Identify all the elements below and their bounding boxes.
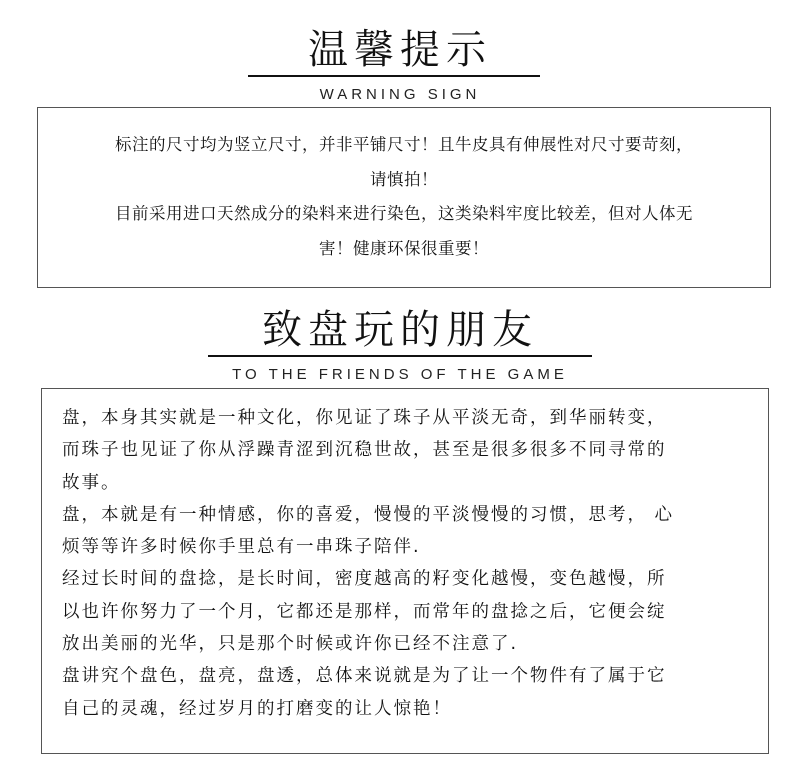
friends-line: 而珠子也见证了你从浮躁青涩到沉稳世故，甚至是很多很多不同寻常的 (62, 440, 667, 461)
warning-line: 请慎拍！ (370, 169, 438, 189)
friends-subtitle: TO THE FRIENDS OF THE GAME (232, 366, 568, 383)
warning-title: 温馨提示 (308, 27, 492, 73)
friends-line: 烦等等许多时候你手里总有一串珠子陪伴. (62, 537, 421, 558)
friends-line: 故事。 (62, 472, 121, 493)
friends-title-rule (208, 355, 592, 357)
warning-line: 目前采用进口天然成分的染料来进行染色，这类染料牢度比较差，但对人体无 (115, 204, 693, 223)
friends-line: 经过长时间的盘捻，是长时间，密度越高的籽变化越慢，变色越慢，所 (62, 569, 667, 590)
warning-box (37, 107, 771, 288)
warning-line: 标注的尺寸均为竖立尺寸，并非平铺尺寸！且牛皮具有伸展性对尺寸要苛刻， (115, 135, 693, 154)
warning-title-rule (248, 75, 540, 77)
friends-title: 致盘玩的朋友 (262, 307, 538, 353)
friends-line: 放出美丽的光华，只是那个时候或许你已经不注意了. (62, 634, 519, 655)
friends-line: 以也许你努力了一个月，它都还是那样，而常年的盘捻之后，它便会绽 (62, 601, 667, 622)
friends-line: 盘，本身其实就是一种文化，你见证了珠子从平淡无奇，到华丽转变， (62, 408, 667, 428)
friends-line: 盘，本就是有一种情感，你的喜爱，慢慢的平淡慢慢的习惯，思考， 心 (62, 504, 675, 525)
friends-line: 盘讲究个盘色，盘亮，盘透，总体来说就是为了让一个物件有了属于它 (62, 666, 667, 687)
warning-subtitle: WARNING SIGN (319, 86, 481, 103)
friends-line: 自己的灵魂，经过岁月的打磨变的让人惊艳！ (62, 698, 452, 719)
warning-line: 害！健康环保很重要！ (319, 238, 489, 258)
friends-box (41, 388, 769, 754)
